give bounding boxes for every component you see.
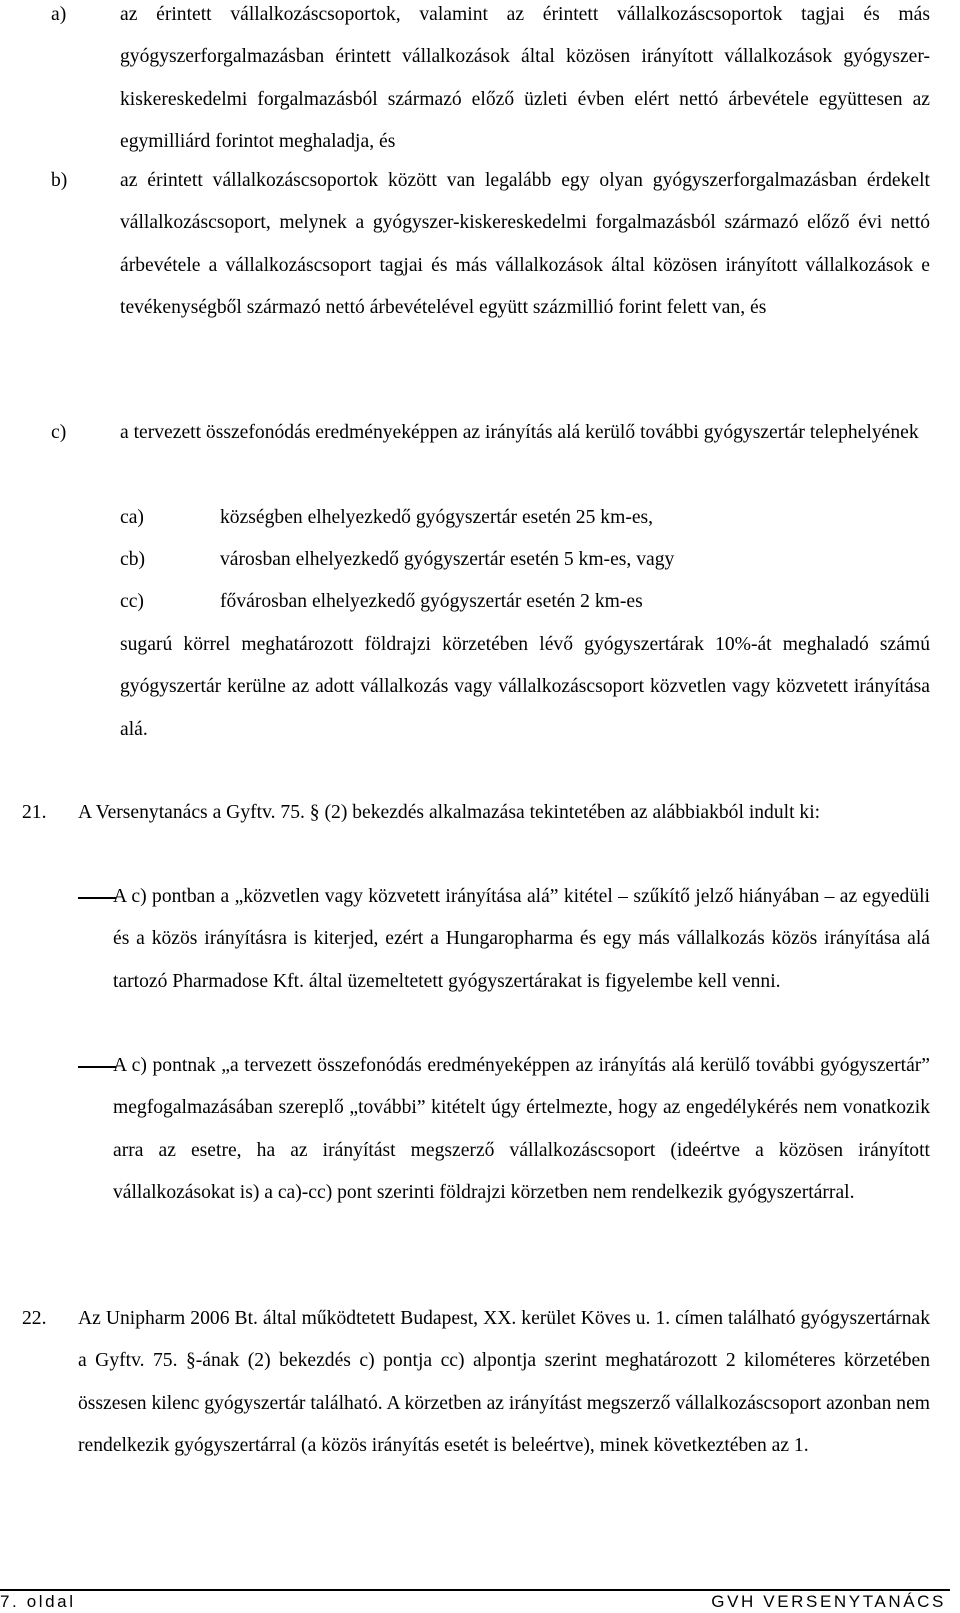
subitem-cc-text: fővárosban elhelyezkedő gyógyszertár esetén 2 km-es [220,591,643,612]
footer-organization: GVH VERSENYTANÁCS [711,1592,946,1611]
item-a-text: az érintett vállalkozáscsoportok, valamint az érintett vállalkozáscsoportok tagjai és más gyógyszerforgalmazásban érintett vállalkozások által közösen irányított vállalkozások gyógyszer-kiskereskedelmi forgalmazásból származó előző üzleti évben elért nettó árbevétele együttesen az egymilliárd forintot meghaladja, és [120,4,930,153]
subitem-cb-label: cb) [120,549,146,570]
para-21-bullet-1: A c) pontban a „közvetlen vagy közvetett irányítása alá” kitétel – szűkítő jelző hiányában – az egyedüli és a közös irányításra is kiterjed, ezért a Hungaropharma és egy más vállalkozás közös irányítása alá tartozó Pharmadose Kft. által üzemeltetett gyógyszertárakat is figyelembe kell venni. [113,886,930,992]
para-21-text: A Versenytanács a Gyftv. 75. § (2) bekezdés alkalmazása tekintetében az alábbiakból indult ki: [78,802,821,823]
footer-page-number: 7. oldal [0,1592,76,1611]
para-21-bullet-2: A c) pontnak „a tervezett összefonódás eredményeképpen az irányítás alá kerülő további gyógyszertár” megfogalmazásában szereplő „további” kitételt úgy értelmezte, hogy az engedélykérés nem vonatkozik arra az esetre, ha az irányítást megszerző vállalkozáscsoport (ideértve a közösen irányított vállalkozásokat is) a ca)-cc) pont szerinti földrajzi körzetben nem rendelkezik gyógyszertárral. [113,1055,930,1204]
bullet-dash-2 [78,1066,116,1068]
para-21-number: 21. [22,802,47,823]
item-c-label: c) [51,422,67,443]
item-c-text: a tervezett összefonódás eredményeképpen az irányítás alá kerülő további gyógyszertár telephelyének [120,422,919,443]
bullet-dash-1 [78,897,116,899]
item-b-label: b) [51,170,68,191]
subitem-ca-label: ca) [120,507,144,528]
para-22-text: Az Unipharm 2006 Bt. által működtetett Budapest, XX. kerület Köves u. 1. címen található gyógyszertárnak a Gyftv. 75. §-ának (2) bekezdés c) pontja cc) alpontja szerint meghatározott 2 kilométeres körzetében összesen kilenc gyógyszertár található. A körzetben az irányítást megszerző vállalkozáscsoport azonban nem rendelkezik gyógyszertárral (a közös irányítás esetét is beleértve), minek következtében az 1. [78,1308,931,1457]
para-22-number: 22. [22,1308,47,1329]
subitem-cc-label: cc) [120,591,144,612]
footer-divider [0,1589,950,1591]
subitem-ca-text: községben elhelyezkedő gyógyszertár esetén 25 km-es, [220,507,654,528]
item-c-continuation: sugarú körrel meghatározott földrajzi körzetében lévő gyógyszertárak 10%-át meghaladó számú gyógyszertár kerülne az adott vállalkozás vagy vállalkozáscsoport közvetlen vagy közvetett irányítása alá. [120,634,930,740]
item-a-label: a) [51,4,67,25]
subitem-cb-text: városban elhelyezkedő gyógyszertár esetén 5 km-es, vagy [220,549,675,570]
item-b-text: az érintett vállalkozáscsoportok között van legalább egy olyan gyógyszerforgalmazásban érdekelt vállalkozáscsoport, melynek a gyógyszer-kiskereskedelmi forgalmazásból származó előző évi nettó árbevétele a vállalkozáscsoport tagjai és más vállalkozások által közösen irányított vállalkozások e tevékenységből származó nettó árbevételével együtt százmillió forint felett van, és [120,170,930,319]
